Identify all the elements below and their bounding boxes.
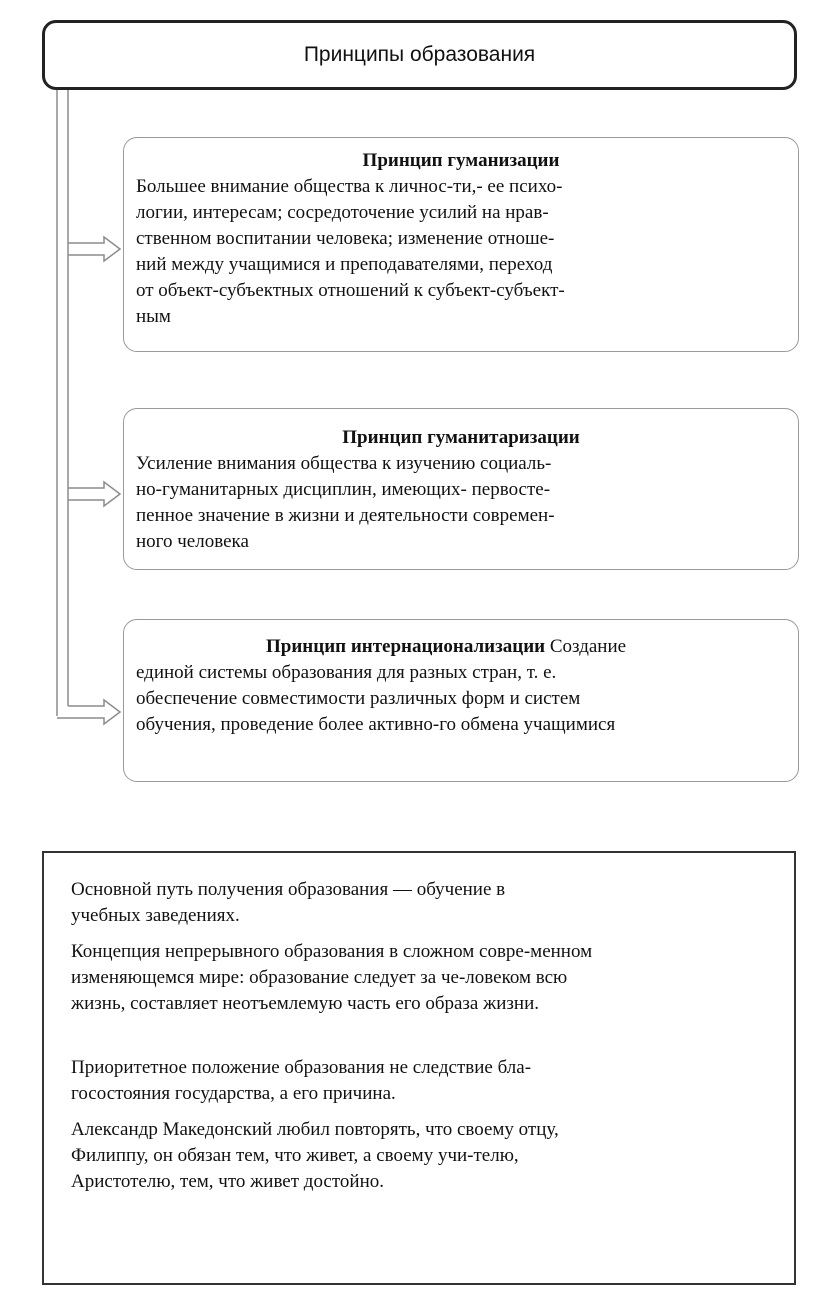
principle-first-line	[136, 634, 786, 660]
diagram-title	[42, 20, 797, 90]
principle-text-line: единой системы образования для разных стран, т. е.	[136, 662, 557, 683]
principle-text-line: но-гуманитарных дисциплин, имеющих- первосте-	[136, 479, 551, 500]
arrow-to-internationalization	[57, 700, 120, 724]
principle-text-line: ным	[136, 306, 171, 327]
arrow-to-humanitarization	[68, 482, 120, 506]
principle-box-humanization	[123, 137, 799, 352]
note-line: жизнь, составляет неотъемлемую часть его образа жизни.	[71, 993, 540, 1014]
principle-text-line: логии, интересам; сосредоточение усилий на нрав-	[136, 202, 549, 223]
note-line: Приоритетное положение образования не следствие бла-	[71, 1057, 532, 1078]
diagram-title-text: Принципы образования	[303, 43, 536, 66]
principle-text-line: ний между учащимися и преподавателями, переход	[136, 254, 553, 275]
principle-text-line: пенное значение в жизни и деятельности современ-	[136, 505, 555, 526]
note-line: изменяющемся мире: образование следует за че-ловеком всю	[71, 967, 568, 988]
principle-text-line: обучения, проведение более активно-го обмена учащимися	[136, 714, 616, 735]
principle-text-line: от объект-субъектных отношений к субъект-субъект-	[136, 280, 565, 301]
note-line: учебных заведениях.	[71, 905, 240, 926]
note-line: Аристотелю, тем, что живет достойно.	[71, 1171, 385, 1192]
note-line: Основной путь получения образования — обучение в	[71, 879, 506, 900]
principle-text-line: обеспечение совместимости различных форм и систем	[136, 688, 581, 709]
principle-text-start: Создание	[549, 636, 627, 657]
arrow-to-humanization	[68, 237, 120, 261]
note-line: Филиппу, он обязан тем, что живет, а своему учи-телю,	[71, 1145, 519, 1166]
note-line: госостояния государства, а его причина.	[71, 1083, 396, 1104]
principle-text-line: Усиление внимания общества к изучению социаль-	[136, 453, 552, 474]
note-line: Концепция непрерывного образования в сложном совре-менном	[71, 941, 593, 962]
principle-heading: Принцип гуманитаризации	[342, 427, 580, 448]
principle-text-line: ного человека	[136, 531, 249, 552]
principle-box-internationalization	[123, 619, 799, 782]
principle-box-humanitarization	[123, 408, 799, 570]
principle-text-line: ственном воспитании человека; изменение отноше-	[136, 228, 555, 249]
note-line: Александр Македонский любил повторять, что своему отцу,	[71, 1119, 559, 1140]
principle-text-line: Большее внимание общества к личнос-ти,- ее психо-	[136, 176, 563, 197]
principle-heading: Принцип гуманизации	[362, 150, 560, 171]
principle-heading: Принцип интернационализации	[266, 636, 546, 657]
